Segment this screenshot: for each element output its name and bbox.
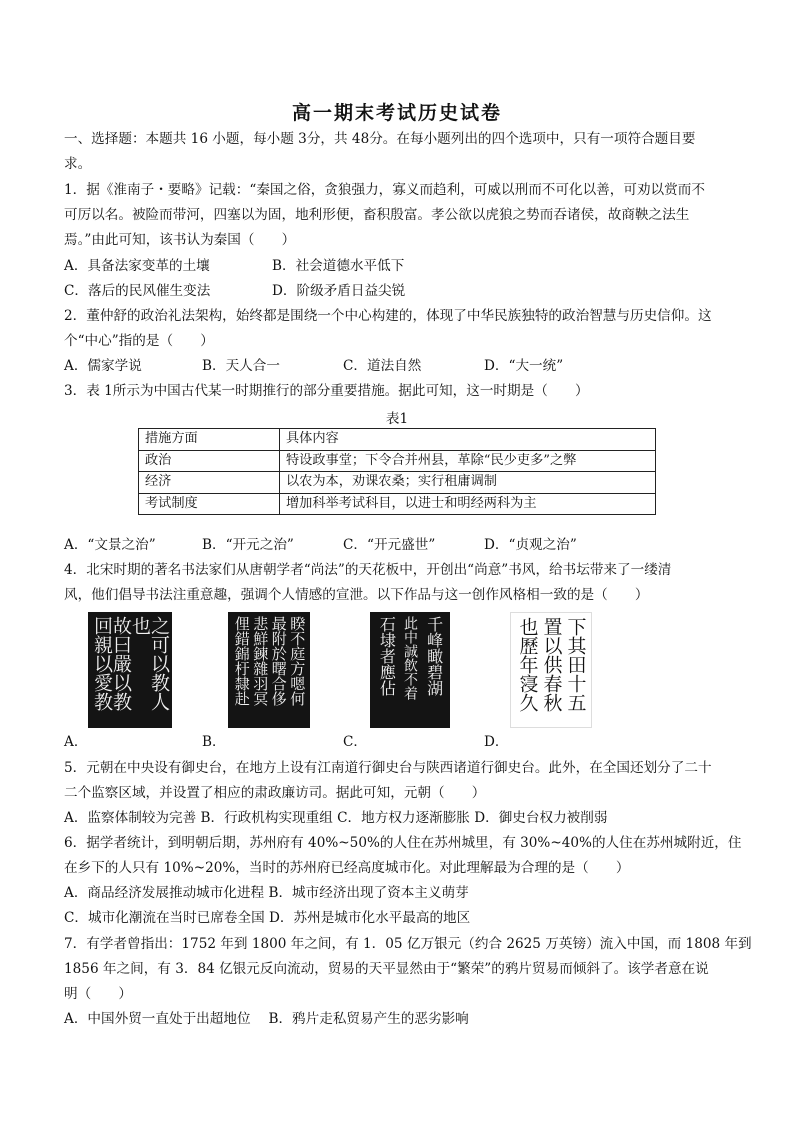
q6-stem: 6．据学者统计，到明朝后期，苏州府有 40%~50%的人住在苏州城里，有 30%~40%的人住在苏州城附近，住 xyxy=(64,835,742,851)
table-cell: 增加科举考试科目，以进士和明经两科为主 xyxy=(280,493,656,515)
table-row xyxy=(139,450,656,472)
table-cell: 考试制度 xyxy=(139,493,280,515)
calligraphy-column: 之可以教人也 xyxy=(129,616,170,711)
q4-option-c[interactable]: C． xyxy=(343,734,367,750)
q7-options-ab[interactable]: A．中国外贸一直处于出超地位 B．鸦片走私贸易产生的恶劣影响 xyxy=(64,1011,469,1027)
q1-stem: 1．据《淮南子・要略》记载：“秦国之俗，贪狼强力，寡义而趋利，可威以刑而不可化以善，可劝以赏而不 xyxy=(64,182,705,198)
q7-stem: 7．有学者曾指出：1752 年到 1800 年之间，有 1．05 亿万银元（约合 2625 万英镑）流入中国，而 1808 年到 xyxy=(64,936,752,952)
table-caption: 表1 xyxy=(385,411,409,427)
calligraphy-column: 也歷年寖久 xyxy=(516,617,539,712)
q4-stem: 4．北宋时期的著名书法家们从唐朝学者“尚法”的天花板中，开创出“尚意”书风，给书坛带来了一缕清 xyxy=(64,562,672,578)
table-cell: 特设政事堂；下令合并州县，革除“民少吏多”之弊 xyxy=(280,450,656,472)
q2-option-c[interactable]: C．道法自然 xyxy=(343,358,422,374)
q3-stem: 3．表 1所示为中国古代某一时期推行的部分重要措施。据此可知，这一时期是（ ） xyxy=(64,383,589,399)
calligraphy-column: 最附於曙合侈 xyxy=(269,616,288,706)
q1-option-b[interactable]: B．社会道德水平低下 xyxy=(272,258,405,274)
table-row xyxy=(139,472,656,494)
calligraphy-column: 此中誠飲不着 xyxy=(401,616,418,700)
q1-option-d[interactable]: D．阶级矛盾日益尖锐 xyxy=(272,283,406,299)
calligraphy-column: 悲鮮鍊雜羽冥 xyxy=(251,616,270,706)
q4-option-a[interactable]: A． xyxy=(64,734,88,750)
q3-option-a[interactable]: A．“文景之治” xyxy=(64,537,156,553)
q1-option-a[interactable]: A．具备法家变革的土壤 xyxy=(64,258,210,274)
q4-option-d[interactable]: D． xyxy=(484,734,509,750)
calligraphy-column: 下其田十五 xyxy=(564,617,587,712)
calligraphy-column: 睽不庭方嗯何 xyxy=(288,616,307,706)
measures-table xyxy=(138,428,656,515)
calligraphy-column: 千峰瞰碧湖 xyxy=(424,616,444,696)
q6-stem-cont: 在乡下的人只有 10%~20%，当时的苏州府已经高度城市化。对此理解最为合理的是（ ） xyxy=(64,860,630,876)
q4-stem-cont: 风，他们倡导书法注重意趣，强调个人情感的宣泄。以下作品与这一创作风格相一致的是（ ） xyxy=(64,587,649,603)
calligraphy-image-b[interactable] xyxy=(228,612,310,728)
page-title: 高一期末考试历史试卷 xyxy=(291,102,502,124)
q2-option-b[interactable]: B．天人合一 xyxy=(202,358,280,374)
table-cell: 政治 xyxy=(139,450,280,472)
calligraphy-column: 石埭者應佔 xyxy=(377,616,397,696)
q6-options-cd[interactable]: C．城市化潮流在当时已席卷全国 D．苏州是城市化水平最高的地区 xyxy=(64,910,471,926)
q3-option-d[interactable]: D．“贞观之治” xyxy=(484,537,577,553)
q6-options-ab[interactable]: A．商品经济发展推动城市化进程 B．城市经济出现了资本主义萌芽 xyxy=(64,885,469,901)
calligraphy-image-c[interactable] xyxy=(370,612,450,728)
table-header-cell: 具体内容 xyxy=(280,429,656,451)
q1-option-c[interactable]: C．落后的民风催生变法 xyxy=(64,283,211,299)
calligraphy-image-a[interactable] xyxy=(88,612,172,728)
q5-options[interactable]: A．监察体制较为完善 B．行政机构实现重组 C．地方权力逐渐膨胀 D．御史台权力被削弱 xyxy=(64,810,608,826)
calligraphy-column: 回親以愛教 xyxy=(91,616,113,711)
table-cell: 经济 xyxy=(139,472,280,494)
calligraphy-column: 故曰嚴以教 xyxy=(110,616,132,711)
q2-stem: 2．董仲舒的政治礼法架构，始终都是围绕一个中心构建的，体现了中华民族独特的政治智慧与历史信仰。这 xyxy=(64,308,712,324)
section-instruction-cont: 求。 xyxy=(64,156,92,172)
q3-option-b[interactable]: B．“开元之治” xyxy=(202,537,294,553)
q5-stem-cont: 二个监察区域，并设置了相应的肃政廉访司。据此可知，元朝（ ） xyxy=(64,785,486,801)
calligraphy-column: 俚錯錦杅隸赴 xyxy=(232,616,251,706)
table-header-cell: 措施方面 xyxy=(139,429,280,451)
q7-stem-end: 明（ ） xyxy=(64,986,132,1002)
q1-stem-end: 焉。”由此可知，该书认为秦国（ ） xyxy=(64,232,296,248)
q1-stem-cont: 可厉以名。被险而带河，四塞以为固，地利形便，畜积殷富。孝公欲以虎狼之势而吞诸侯，故商鞅之法生 xyxy=(64,207,690,223)
q4-option-b[interactable]: B． xyxy=(202,734,226,750)
q2-option-a[interactable]: A．儒家学说 xyxy=(64,358,142,374)
table-row xyxy=(139,493,656,515)
calligraphy-image-d[interactable] xyxy=(510,612,592,728)
q3-option-c[interactable]: C．“开元盛世” xyxy=(343,537,436,553)
q2-stem-cont: 个“中心”指的是（ ） xyxy=(64,333,214,349)
q2-option-d[interactable]: D．“大一统” xyxy=(484,358,564,374)
table-cell: 以农为本，劝课农桑；实行租庸调制 xyxy=(280,472,656,494)
calligraphy-column: 置以供春秋 xyxy=(540,617,563,712)
table-header-row xyxy=(139,429,656,451)
section-instruction: 一、选择题：本题共 16 小题，每小题 3分，共 48分。在每小题列出的四个选项中，只有一项符合题目要 xyxy=(64,131,696,147)
q5-stem: 5．元朝在中央设有御史台，在地方上设有江南道行御史台与陕西诸道行御史台。此外，在全国还划分了二十 xyxy=(64,760,712,776)
q7-stem-cont: 1856 年之间，有 3．84 亿银元反向流动，贸易的天平显然由于“繁荣”的鸦片贸易而倾斜了。该学者意在说 xyxy=(64,961,709,977)
